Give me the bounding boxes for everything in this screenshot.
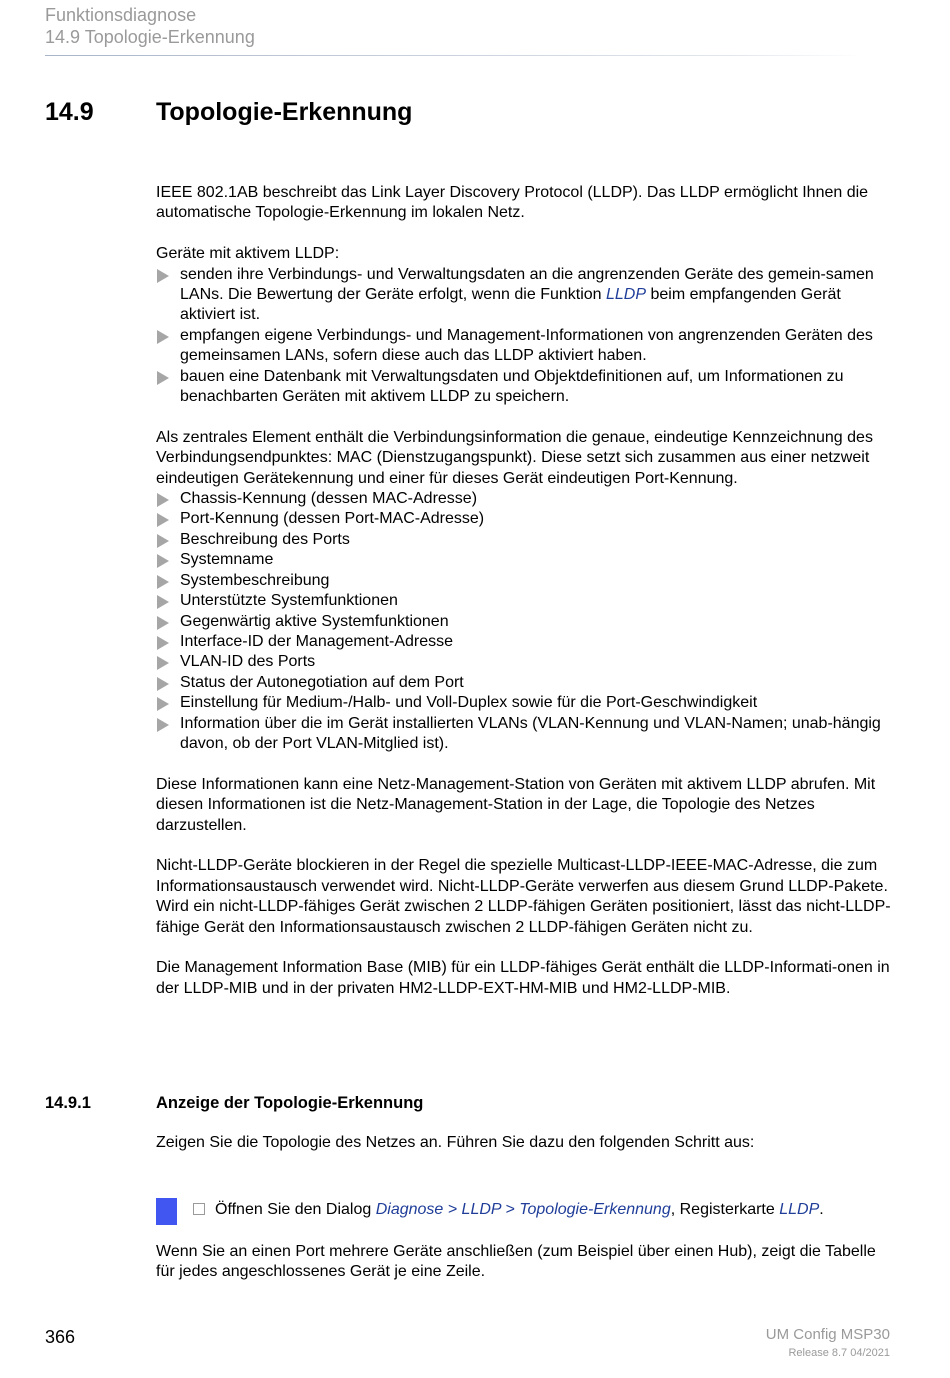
triangle-bullet-icon xyxy=(157,595,169,609)
list-item: Information über die im Gerät installierten VLANs (VLAN-Kennung und VLAN-Namen; unab-hängig davon, ob der Port VLAN-Mitglied ist). xyxy=(156,714,891,755)
page-number: 366 xyxy=(45,1327,76,1347)
footer-document-title: UM Config MSP30 xyxy=(765,1326,890,1343)
triangle-bullet-icon xyxy=(157,371,169,385)
action-step-marker xyxy=(156,1198,177,1225)
list-item: Beschreibung des Ports xyxy=(156,530,891,550)
list-item: senden ihre Verbindungs- und Verwaltungsdaten an die angrenzenden Geräte des gemein-samen LANs. Die Bewertung der Geräte erfolgt, wenn die Funktion LLDP beim empfangenden Gerät aktiviert ist. xyxy=(156,265,891,326)
nms-paragraph: Diese Informationen kann eine Netz-Management-Station von Geräten mit aktivem LLDP abrufen. Mit diesen Informationen ist die Netz-Management-Station in der Lage, die Topologie des Netzes darzustellen. xyxy=(156,775,876,834)
lldp-tab-link[interactable]: LLDP xyxy=(779,1201,820,1218)
step-checkbox[interactable] xyxy=(193,1203,205,1215)
list-item: Interface-ID der Management-Adresse xyxy=(156,632,891,652)
triangle-bullet-icon xyxy=(157,575,169,589)
triangle-bullet-icon xyxy=(157,677,169,691)
triangle-bullet-icon xyxy=(157,513,169,527)
lldp-function-link[interactable]: LLDP xyxy=(606,286,647,304)
list-item: Status der Autonegotiation auf dem Port xyxy=(156,673,891,693)
list-item: Systemname xyxy=(156,550,891,570)
list-item: Port-Kennung (dessen Port-MAC-Adresse) xyxy=(156,509,891,529)
list-item: Gegenwärtig aktive Systemfunktionen xyxy=(156,612,891,632)
list-item: Systembeschreibung xyxy=(156,571,891,591)
mib-paragraph: Die Management Information Base (MIB) für ein LLDP-fähiges Gerät enthält die LLDP-Informati-onen in der LLDP-MIB und in der privaten HM2-LLDP-EXT-HM-MIB und HM2-LLDP-MIB. xyxy=(156,959,890,997)
active-devices-list xyxy=(156,265,891,408)
triangle-bullet-icon xyxy=(157,493,169,507)
section-title: Topologie-Erkennung xyxy=(156,98,413,126)
list-item: bauen eine Datenbank mit Verwaltungsdaten und Objektdefinitionen auf, um Informationen zu benachbarten Geräten mit aktivem LLDP zu speichern. xyxy=(156,367,891,408)
triangle-bullet-icon xyxy=(157,534,169,548)
non-lldp-paragraph: Nicht-LLDP-Geräte blockieren in der Regel die spezielle Multicast-LLDP-IEEE-MAC-Adresse, die zum Informationsaustausch verwendet wird. Nicht-LLDP-Geräte verwerfen aus diesem Grund LLDP-Pakete. Wird ein nicht-LLDP-fähiges Gerät zwischen 2 LLDP-fähigen Geräten positioniert, lässt das nicht-LLDP-fähige Gerät den Informationsaustausch zwischen 2 LLDP-fähigen Geräten nicht zu. xyxy=(156,857,891,936)
central-element-paragraph: Als zentrales Element enthält die Verbindungsinformation die genaue, eindeutige Kennzeichnung des Verbindungsendpunktes: MAC (Dienstzugangspunkt). Diese setzt sich zusammen aus einer netzweit eindeutigen Gerätekennung und einer für dieses Gerät eindeutigen Port-Kennung. xyxy=(156,428,873,487)
triangle-bullet-icon xyxy=(157,330,169,344)
show-topology-paragraph: Zeigen Sie die Topologie des Netzes an. Führen Sie dazu den folgenden Schritt aus: xyxy=(156,1134,755,1151)
footer-release: Release 8.7 04/2021 xyxy=(788,1347,890,1359)
list-item: Einstellung für Medium-/Halb- und Voll-Duplex sowie für die Port-Geschwindigkeit xyxy=(156,693,891,713)
triangle-bullet-icon xyxy=(157,718,169,732)
triangle-bullet-icon xyxy=(157,616,169,630)
triangle-bullet-icon xyxy=(157,269,169,283)
list-item: empfangen eigene Verbindungs- und Management-Informationen von angrenzenden Geräten des gemeinsamen LANs, sofern diese auch das LLDP aktiviert haben. xyxy=(156,326,891,367)
section-body xyxy=(156,183,891,999)
multiple-devices-paragraph: Wenn Sie an einen Port mehrere Geräte anschließen (zum Beispiel über einen Hub), zeigt die Tabelle für jedes angeschlossenes Gerät je eine Zeile. xyxy=(156,1243,876,1281)
triangle-bullet-icon xyxy=(157,636,169,650)
triangle-bullet-icon xyxy=(157,554,169,568)
header-divider xyxy=(45,55,865,56)
action-step-text: Öffnen Sie den Dialog Diagnose > LLDP > Topologie-Erkennung, Registerkarte LLDP. xyxy=(215,1201,824,1218)
list-item: VLAN-ID des Ports xyxy=(156,652,891,672)
intro-paragraph: IEEE 802.1AB beschreibt das Link Layer Discovery Protocol (LLDP). Das LLDP ermöglicht Ihnen die automatische Topologie-Erkennung im lokalen Netz. xyxy=(156,184,869,222)
active-devices-lead: Geräte mit aktivem LLDP: xyxy=(156,245,340,263)
triangle-bullet-icon xyxy=(157,697,169,711)
connection-info-list xyxy=(156,489,891,754)
dialog-path-link[interactable]: Diagnose > LLDP > Topologie-Erkennung xyxy=(375,1201,671,1218)
list-item: Unterstützte Systemfunktionen xyxy=(156,591,891,611)
subsection-number: 14.9.1 xyxy=(45,1094,91,1112)
list-item: Chassis-Kennung (dessen MAC-Adresse) xyxy=(156,489,891,509)
header-section: 14.9 Topologie-Erkennung xyxy=(45,27,255,47)
subsection-title: Anzeige der Topologie-Erkennung xyxy=(156,1094,424,1112)
running-header xyxy=(45,4,255,48)
header-chapter: Funktionsdiagnose xyxy=(45,5,197,25)
section-number: 14.9 xyxy=(45,98,94,126)
triangle-bullet-icon xyxy=(157,656,169,670)
